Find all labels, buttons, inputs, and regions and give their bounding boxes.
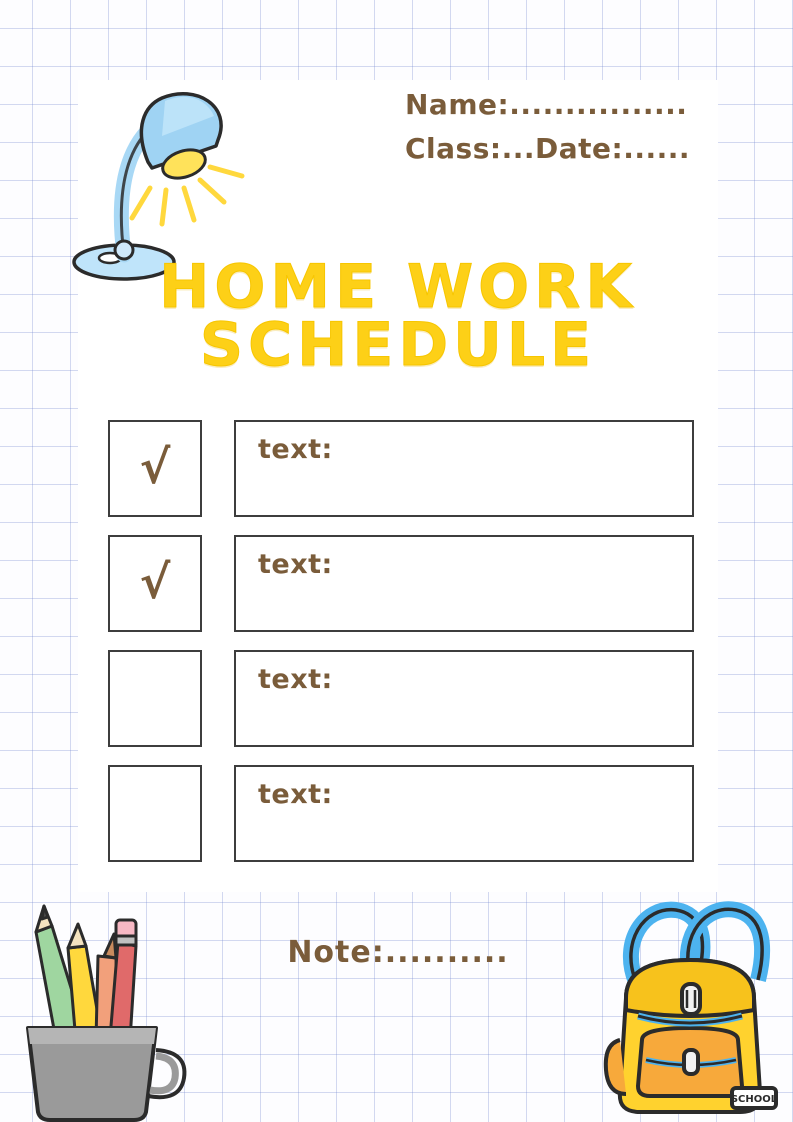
page-title-line-2: SCHEDULE: [199, 310, 597, 381]
task-label-1: text:: [258, 434, 333, 465]
checklist-row: [108, 420, 694, 517]
pencil-cup-illustration: [6, 890, 196, 1122]
note-field-line[interactable]: Note:..........: [287, 935, 509, 970]
page-title: [78, 252, 718, 381]
backpack-tag-label: SCHOOL: [730, 1094, 778, 1105]
task-textbox-3[interactable]: [234, 650, 694, 747]
checklist-row: [108, 535, 694, 632]
task-textbox-2[interactable]: [234, 535, 694, 632]
checklist-row: [108, 765, 694, 862]
backpack-illustration: [590, 890, 793, 1122]
check-mark-icon: √: [139, 439, 171, 494]
page-title-line-1: HOME WORK: [159, 252, 637, 322]
class-date-field-line[interactable]: Class:...Date:......: [405, 132, 691, 165]
checkbox-4[interactable]: [108, 765, 202, 862]
task-label-3: text:: [258, 664, 333, 695]
checkbox-1[interactable]: [108, 420, 202, 517]
task-label-4: text:: [258, 779, 333, 810]
checklist-row: [108, 650, 694, 747]
name-field-line[interactable]: Name:................: [405, 88, 688, 121]
task-textbox-4[interactable]: [234, 765, 694, 862]
checkbox-3[interactable]: [108, 650, 202, 747]
check-mark-icon: √: [139, 554, 171, 609]
task-textbox-1[interactable]: [234, 420, 694, 517]
homework-checklist: [108, 420, 694, 880]
task-label-2: text:: [258, 549, 333, 580]
checkbox-2[interactable]: [108, 535, 202, 632]
